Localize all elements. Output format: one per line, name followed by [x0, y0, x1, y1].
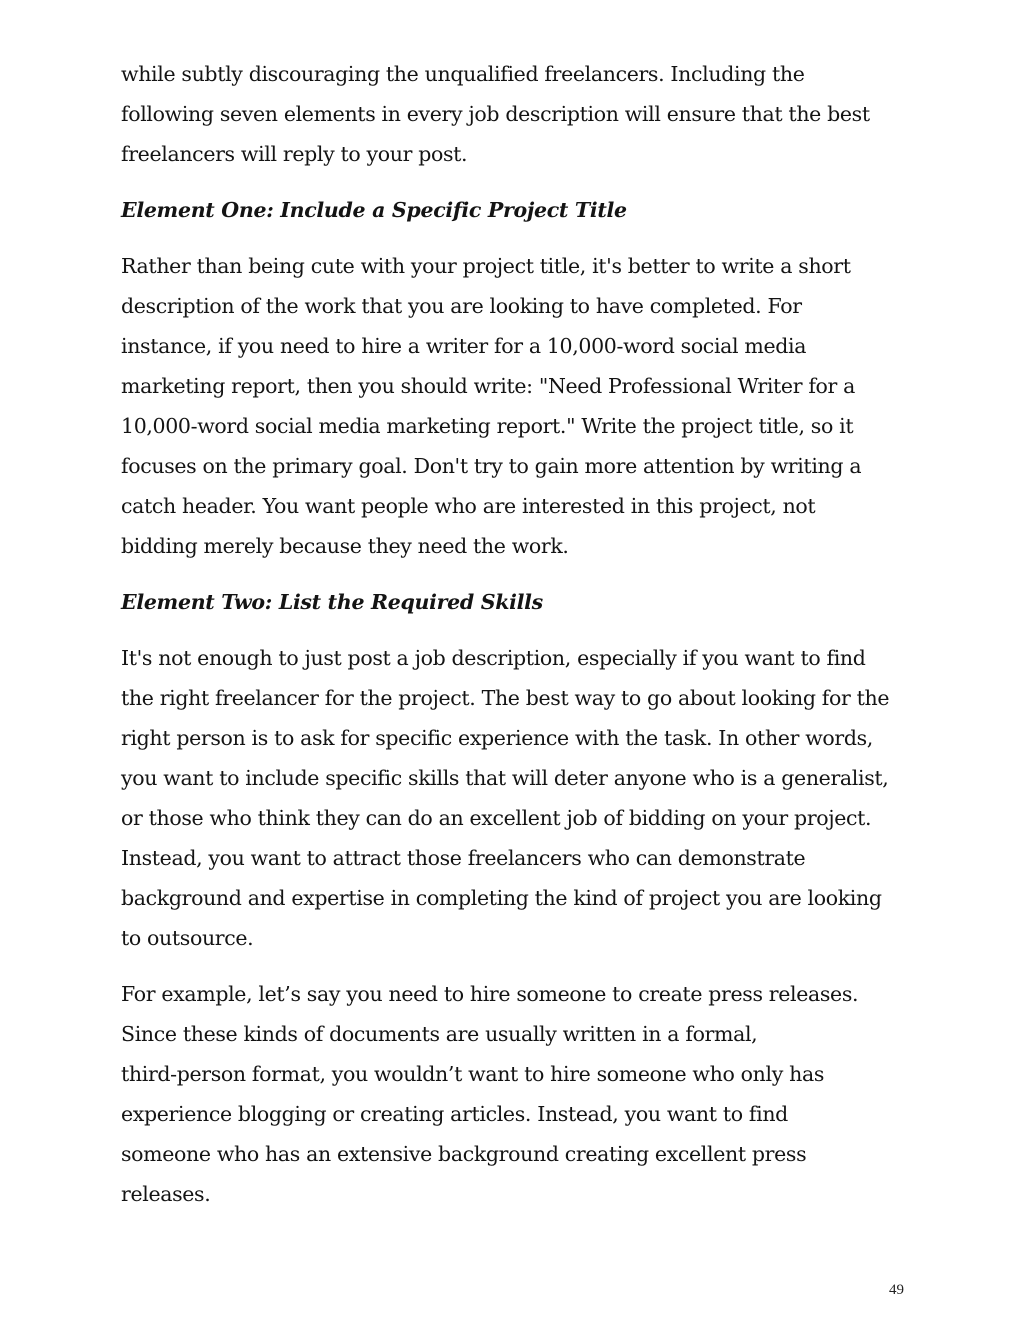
paragraph-press-release-example: [121, 974, 911, 1214]
text-line: For example, let’s say you need to hire someone to create press releases.: [121, 982, 859, 1006]
text-line: third-person format, you wouldn’t want to hire someone who only has: [121, 1062, 824, 1086]
text-line: Since these kinds of documents are usually written in a formal,: [121, 1022, 758, 1046]
text-line: you want to include specific skills that will deter anyone who is a generalist,: [121, 766, 889, 790]
text-line: bidding merely because they need the work.: [121, 534, 569, 558]
section-heading-element-two: Element Two: List the Required Skills: [121, 590, 543, 614]
text-line: freelancers will reply to your post.: [121, 142, 468, 166]
document-page: [121, 54, 911, 1230]
text-line: the right freelancer for the project. The best way to go about looking for the: [121, 686, 890, 710]
text-line: following seven elements in every job description will ensure that the best: [121, 102, 870, 126]
text-line: background and expertise in completing the kind of project you are looking: [121, 886, 882, 910]
text-line: It's not enough to just post a job description, especially if you want to find: [121, 646, 866, 670]
text-line: right person is to ask for specific experience with the task. In other words,: [121, 726, 873, 750]
text-line: description of the work that you are looking to have completed. For: [121, 294, 802, 318]
text-line: releases.: [121, 1182, 211, 1206]
text-line: experience blogging or creating articles. Instead, you want to find: [121, 1102, 788, 1126]
paragraph-intro-continuation: [121, 54, 911, 174]
text-line: or those who think they can do an excellent job of bidding on your project.: [121, 806, 872, 830]
page-number: 49: [889, 1282, 904, 1298]
text-line: Instead, you want to attract those freelancers who can demonstrate: [121, 846, 806, 870]
text-line: while subtly discouraging the unqualified freelancers. Including the: [121, 62, 805, 86]
section-heading-element-one: Element One: Include a Specific Project Title: [121, 198, 627, 222]
text-line: to outsource.: [121, 926, 254, 950]
text-line: catch header. You want people who are interested in this project, not: [121, 494, 816, 518]
paragraph-project-title: [121, 246, 911, 566]
text-line: 10,000-word social media marketing report." Write the project title, so it: [121, 414, 854, 438]
text-line: someone who has an extensive background creating excellent press: [121, 1142, 807, 1166]
text-line: Rather than being cute with your project title, it's better to write a short: [121, 254, 851, 278]
text-line: focuses on the primary goal. Don't try to gain more attention by writing a: [121, 454, 862, 478]
text-line: instance, if you need to hire a writer for a 10,000-word social media: [121, 334, 807, 358]
text-line: marketing report, then you should write: "Need Professional Writer for a: [121, 374, 856, 398]
paragraph-required-skills: [121, 638, 911, 958]
